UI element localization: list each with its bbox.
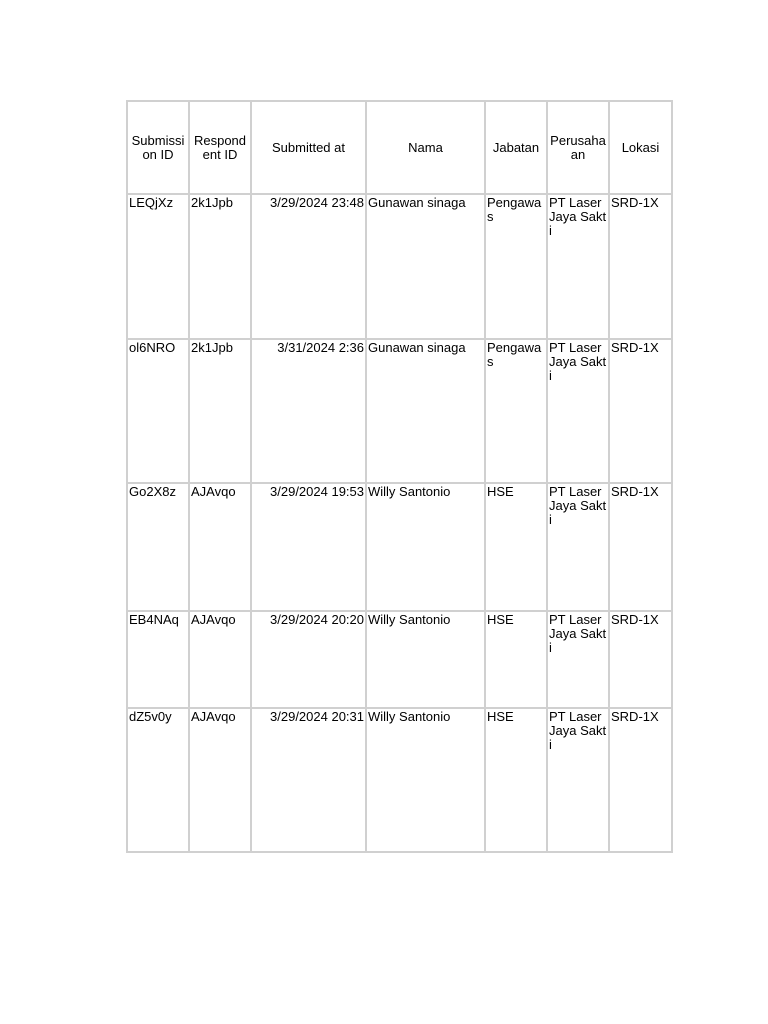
table-row (127, 611, 672, 708)
cell-jabatan: Pengawas (485, 194, 547, 339)
header-jabatan: Jabatan (485, 101, 547, 194)
cell-submission-id: Go2X8z (127, 483, 189, 611)
cell-perusahaan: PT Laser Jaya Sakti (547, 194, 609, 339)
cell-jabatan: HSE (485, 708, 547, 852)
table-row (127, 708, 672, 852)
header-submitted-at: Submitted at (251, 101, 366, 194)
cell-submitted-at: 3/29/2024 20:31 (251, 708, 366, 852)
cell-lokasi: SRD-1X (609, 611, 672, 708)
cell-respondent-id: AJAvqo (189, 611, 251, 708)
header-lokasi: Lokasi (609, 101, 672, 194)
cell-nama: Gunawan sinaga (366, 339, 485, 483)
cell-perusahaan: PT Laser Jaya Sakti (547, 611, 609, 708)
cell-nama: Willy Santonio (366, 611, 485, 708)
cell-nama: Gunawan sinaga (366, 194, 485, 339)
cell-lokasi: SRD-1X (609, 339, 672, 483)
cell-jabatan: HSE (485, 483, 547, 611)
header-submission-id: Submission ID (127, 101, 189, 194)
header-respondent-id: Respondent ID (189, 101, 251, 194)
header-nama: Nama (366, 101, 485, 194)
cell-submitted-at: 3/29/2024 20:20 (251, 611, 366, 708)
cell-lokasi: SRD-1X (609, 708, 672, 852)
cell-nama: Willy Santonio (366, 708, 485, 852)
table-row (127, 483, 672, 611)
cell-submitted-at: 3/31/2024 2:36 (251, 339, 366, 483)
cell-perusahaan: PT Laser Jaya Sakti (547, 708, 609, 852)
cell-lokasi: SRD-1X (609, 194, 672, 339)
cell-submitted-at: 3/29/2024 19:53 (251, 483, 366, 611)
cell-jabatan: HSE (485, 611, 547, 708)
cell-lokasi: SRD-1X (609, 483, 672, 611)
cell-perusahaan: PT Laser Jaya Sakti (547, 483, 609, 611)
table-row (127, 194, 672, 339)
cell-jabatan: Pengawas (485, 339, 547, 483)
cell-submission-id: LEQjXz (127, 194, 189, 339)
cell-respondent-id: AJAvqo (189, 483, 251, 611)
cell-submission-id: ol6NRO (127, 339, 189, 483)
cell-respondent-id: 2k1Jpb (189, 194, 251, 339)
cell-nama: Willy Santonio (366, 483, 485, 611)
table-row (127, 339, 672, 483)
header-perusahaan: Perusahaan (547, 101, 609, 194)
cell-submission-id: EB4NAq (127, 611, 189, 708)
cell-perusahaan: PT Laser Jaya Sakti (547, 339, 609, 483)
submissions-table (126, 100, 673, 853)
cell-submission-id: dZ5v0y (127, 708, 189, 852)
header-row (127, 101, 672, 194)
cell-respondent-id: AJAvqo (189, 708, 251, 852)
cell-respondent-id: 2k1Jpb (189, 339, 251, 483)
cell-submitted-at: 3/29/2024 23:48 (251, 194, 366, 339)
